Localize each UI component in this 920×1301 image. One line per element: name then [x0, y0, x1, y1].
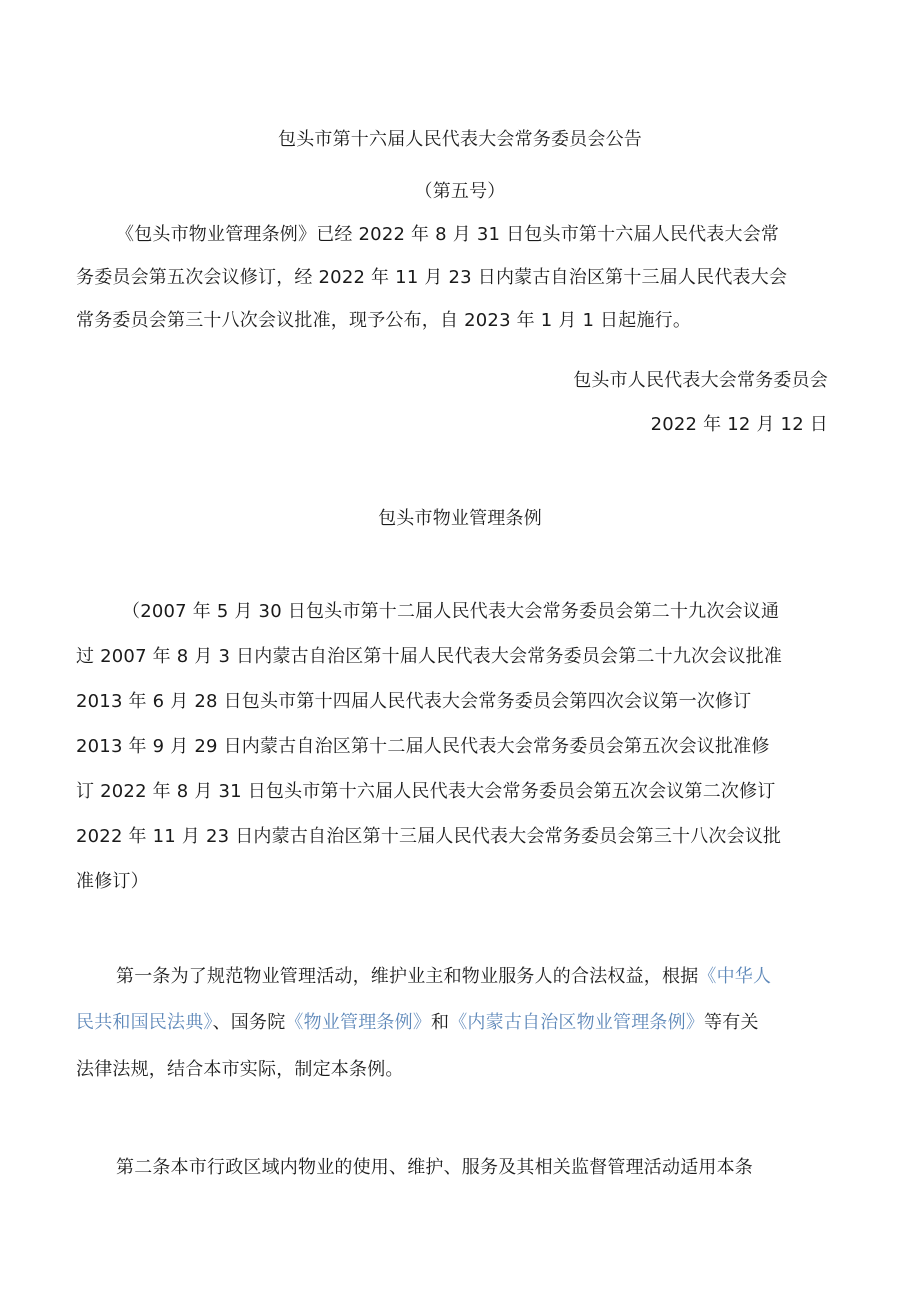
announcement-body-line: 常务委员会第三十八次会议批准，现予公布，自 2023 年 1 月 1 日起施行。	[76, 310, 692, 331]
regulation-title: 包头市物业管理条例	[378, 508, 542, 529]
article-1-line: 法律法规，结合本市实际，制定本条例。	[76, 1059, 404, 1080]
history-line: （2007 年 5 月 30 日包头市第十二届人民代表大会常务委员会第二十九次会议通	[122, 601, 780, 622]
civil-code-link[interactable]: 民共和国民法典》	[76, 1012, 213, 1033]
property-regulation-link[interactable]: 《物业管理条例》	[285, 1012, 432, 1033]
announcement-number: （第五号）	[414, 181, 506, 202]
announcement-title: 包头市第十六届人民代表大会常务委员会公告	[278, 129, 642, 150]
civil-code-link[interactable]: 《中华人	[698, 966, 772, 987]
article-1-text: 等有关	[704, 1012, 759, 1033]
article-1-text: 第一条为了规范物业管理活动，维护业主和物业服务人的合法权益，根据	[116, 966, 699, 987]
announcement-body-line: 《包头市物业管理条例》已经 2022 年 8 月 31 日包头市第十六届人民代表大会常	[116, 224, 780, 245]
article-1-line	[116, 965, 771, 989]
announcement-date: 2022 年 12 月 12 日	[650, 414, 828, 435]
history-line: 2013 年 9 月 29 日内蒙古自治区第十二届人民代表大会常务委员会第五次会议批准修	[76, 736, 770, 757]
article-1-text: 、国务院	[212, 1012, 286, 1033]
history-line: 2013 年 6 月 28 日包头市第十四届人民代表大会常务委员会第四次会议第一次修订	[76, 691, 752, 712]
article-1-line	[76, 1011, 759, 1035]
nm-property-regulation-link[interactable]: 《内蒙古自治区物业管理条例》	[449, 1012, 705, 1033]
history-line: 过 2007 年 8 月 3 日内蒙古自治区第十届人民代表大会常务委员会第二十九次会议批准	[76, 646, 783, 667]
history-line: 准修订）	[76, 871, 149, 892]
announcement-issuer: 包头市人民代表大会常务委员会	[573, 370, 828, 391]
history-line: 2022 年 11 月 23 日内蒙古自治区第十三届人民代表大会常务委员会第三十八次会议批	[76, 826, 782, 847]
history-line: 订 2022 年 8 月 31 日包头市第十六届人民代表大会常务委员会第五次会议第二次修订	[76, 781, 776, 802]
article-1-text: 和	[431, 1012, 450, 1033]
article-2-line: 第二条本市行政区域内物业的使用、维护、服务及其相关监督管理活动适用本条	[116, 1157, 753, 1178]
announcement-body-line: 务委员会第五次会议修订，经 2022 年 11 月 23 日内蒙古自治区第十三届人民代表大会	[76, 267, 788, 288]
